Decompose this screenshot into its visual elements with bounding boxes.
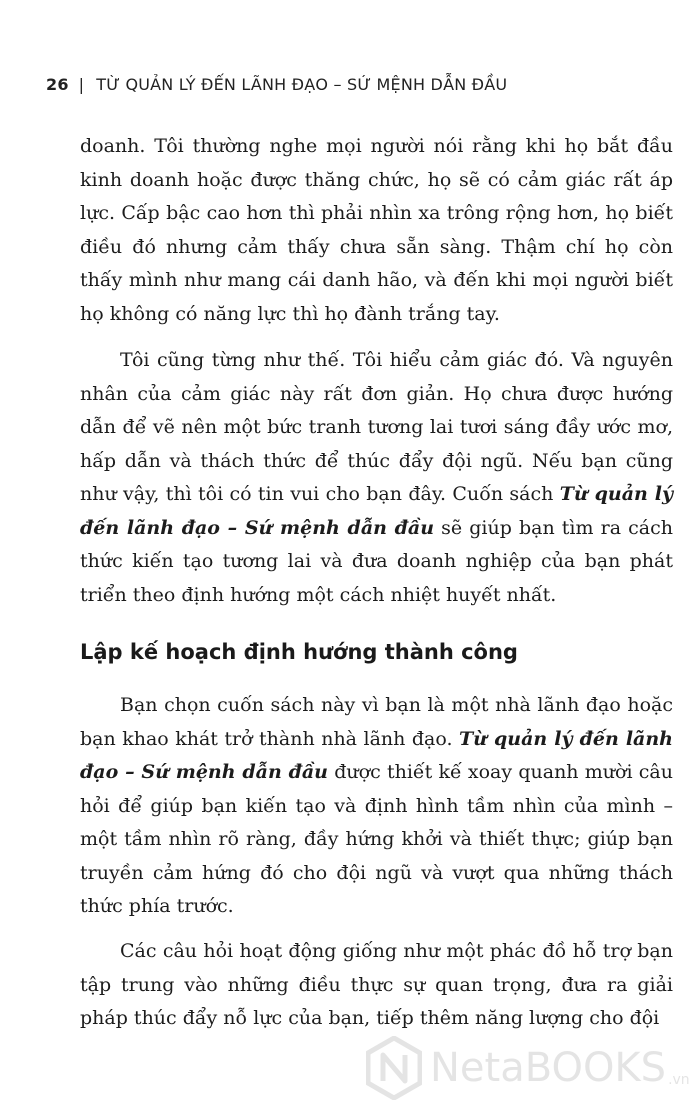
watermark-suffix: .vn — [668, 1072, 690, 1088]
book-title-emphasis: Từ quản lý đến lãnh đạo – Sứ mệnh dẫn đầu — [80, 483, 673, 539]
n-logo-icon — [366, 1036, 422, 1100]
paragraph-1 — [80, 130, 673, 331]
paragraph-3-text-b: được thiết kế xoay quanh mười câu hỏi để giúp bạn kiến tạo và định hình tầm nhìn của mình – một tầm nhìn rõ ràng, đầy hứng khởi và thiết thực; giúp bạn truyền cảm hứng đó cho đội ngũ và vượt qua những thách thức phía trước. — [80, 761, 673, 917]
paragraph-4 — [80, 935, 673, 1036]
paragraph-4-text: Các câu hỏi hoạt động giống như một phác đồ hỗ trợ bạn tập trung vào những điều thực sự quan trọng, đưa ra giải pháp thúc đẩy nỗ lực của bạn, tiếp thêm năng lượng cho đội — [80, 940, 673, 1029]
running-title: TỪ QUẢN LÝ ĐẾN LÃNH ĐẠO – SỨ MỆNH DẪN ĐẦU — [96, 75, 508, 94]
book-title-emphasis: Từ quản lý đến lãnh đạo – Sứ mệnh dẫn đầu — [80, 727, 673, 783]
paragraph-2-text-b: sẽ giúp bạn tìm ra cách thức kiến tạo tương lai và đưa doanh nghiệp của bạn phát triển theo định hướng một cách nhiệt huyết nhất. — [80, 516, 673, 606]
watermark-brand: NetaBOOKS — [430, 1045, 667, 1091]
paragraph-3 — [80, 689, 673, 924]
paragraph-3-text-a: Bạn chọn cuốn sách này vì bạn là một nhà lãnh đạo hoặc bạn khao khát trở thành nhà lãnh đạo. — [80, 694, 673, 750]
page-number: 26 — [46, 75, 69, 94]
header-separator: | — [78, 75, 85, 94]
section-heading: Lập kế hoạch định hướng thành công — [80, 640, 518, 664]
paragraph-1-text: doanh. Tôi thường nghe mọi người nói rằng khi họ bắt đầu kinh doanh hoặc được thăng chức, họ sẽ có cảm giác rất áp lực. Cấp bậc cao hơn thì phải nhìn xa trông rộng hơn, họ biết điều đó nhưng cảm thấy chưa sẵn sàng. Thậm chí họ còn thấy mình như mang cái danh hão, và đến khi mọi người biết họ không có năng lực thì họ đành trắng tay. — [80, 135, 673, 325]
paragraph-2 — [80, 344, 673, 612]
running-header — [46, 75, 507, 94]
paragraph-2-text-a: Tôi cũng từng như thế. Tôi hiểu cảm giác đó. Và nguyên nhân của cảm giác này rất đơn giản. Họ chưa được hướng dẫn để vẽ nên một bức tranh tương lai tươi sáng đầy ước mơ, hấp dẫn và thách thức để thúc đẩy đội ngũ. Nếu bạn cũng như vậy, thì tôi có tin vui cho bạn đây. Cuốn sách — [80, 349, 673, 505]
watermark — [366, 1028, 690, 1108]
